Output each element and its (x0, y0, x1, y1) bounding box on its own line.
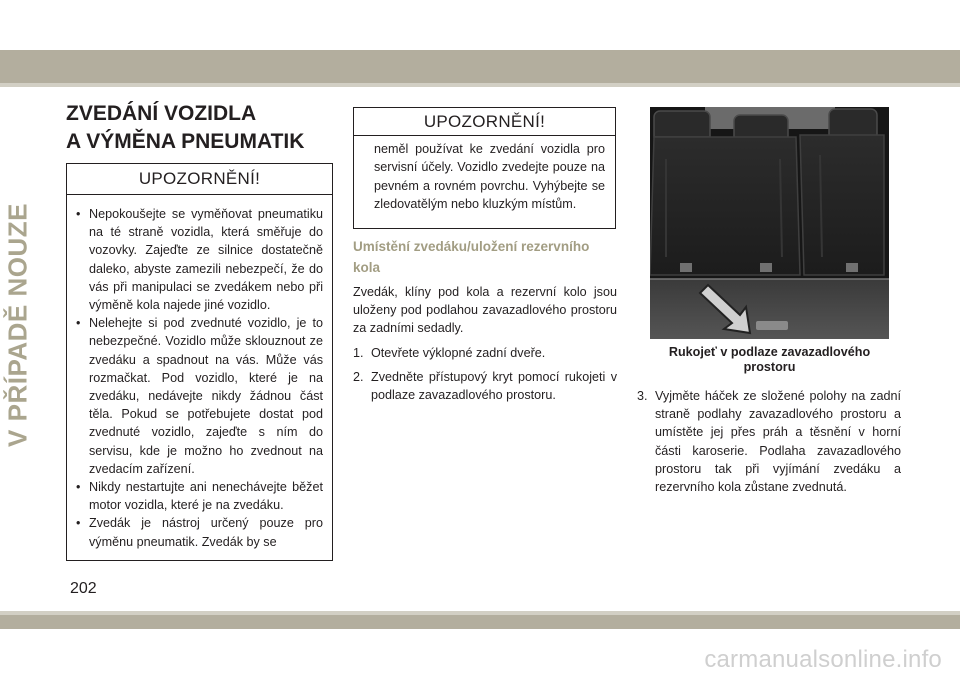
warning-heading: UPOZORNĚNÍ! (67, 164, 332, 195)
page-number: 202 (70, 580, 97, 597)
warning-item-text: Nelehejte si pod zvednuté vozidlo, je to nebezpečné. Vozidlo může sklouznout ze zvedáku a spadnout na vás. Může vás rozmačkat. Pod vozidlo, které je na zvedáku, nedávejte nikdy žádnou část těla. Pokud se potřebujete dostat pod zvednuté vozidlo, zajeďte s ním do servisu, kde je možno ho zvednout na zvedacím zařízení. (89, 316, 323, 476)
warning-item (76, 314, 323, 478)
warning-continued-text: neměl používat ke zvedání vozidla pro servisní účely. Vozidlo zvedejte pouze na pevném a rovném povrchu. Vyhýbejte se zledovatělým nebo kluzkým místům. (374, 142, 605, 212)
figure-caption: Rukojeť v podlaze zavazadlového prostoru (668, 345, 871, 374)
header-band-edge (0, 83, 960, 87)
section-title-line1: ZVEDÁNÍ VOZIDLA (66, 102, 257, 125)
intro-paragraph: Zvedák, klíny pod kola a rezervní kolo jsou uloženy pod podlahou zavazadlového prostoru za zadními sedadly. (353, 285, 617, 336)
cargo-floor-photo (650, 107, 889, 339)
warning-box-continued (353, 107, 616, 229)
warning-list (67, 195, 332, 551)
warning-item-text: Nepokoušejte se vyměňovat pneumatiku na té straně vozidla, která směřuje do vozovky. Zajeďte ze silnice dostatečně daleko, abyste zamezili nebezpečí, že do vás při manipulaci se zvedákem nebo při výměně kola najede jiné vozidlo. (89, 207, 323, 313)
warning-item (76, 478, 323, 514)
chapter-label-text: V PŘÍPADĚ NOUZE (2, 203, 33, 447)
warning-box-left (66, 163, 333, 561)
step-text: Otevřete výklopné zadní dveře. (371, 346, 546, 360)
step-item (353, 344, 617, 362)
cargo-floor-illustration (650, 107, 889, 339)
section-title-line2: A VÝMĚNA PNEUMATIK (66, 130, 305, 153)
footer-band (0, 615, 960, 629)
step-number: 2. (353, 370, 364, 384)
step-text: Zvedněte přístupový kryt pomocí rukojeti v podlaze zavazadlového prostoru. (371, 370, 617, 403)
step-item (637, 387, 901, 496)
bullet-icon: • (76, 316, 81, 331)
watermark: carmanualsonline.info (704, 646, 942, 673)
step-text: Vyjměte háček ze složené polohy na zadní straně podlahy zavazadlového prostoru a umístěte jej přes práh a těsnění v horní části karoserie. Podlaha zavazadlového prostoru tak při vyjímání zvedáku a rezervního kola zůstane zvednutá. (655, 389, 901, 495)
step-item (353, 368, 617, 404)
jack-location-heading: Umístění zvedáku/uložení rezervního kola (353, 239, 590, 275)
warning-item (76, 514, 323, 550)
warning-heading: UPOZORNĚNÍ! (354, 108, 615, 136)
warning-item (76, 205, 323, 314)
bullet-icon: • (76, 480, 81, 495)
header-band (0, 50, 960, 83)
warning-item-text: Nikdy nestartujte ani nenechávejte běžet motor vozidla, které je na zvedáku. (89, 480, 323, 513)
bullet-icon: • (76, 516, 81, 531)
step-number: 1. (353, 346, 364, 360)
warning-item-text: Zvedák je nástroj určený pouze pro výměnu pneumatik. Zvedák by se (89, 516, 323, 549)
section-title (66, 100, 336, 156)
bullet-icon: • (76, 207, 81, 221)
step-number: 3. (637, 389, 648, 403)
